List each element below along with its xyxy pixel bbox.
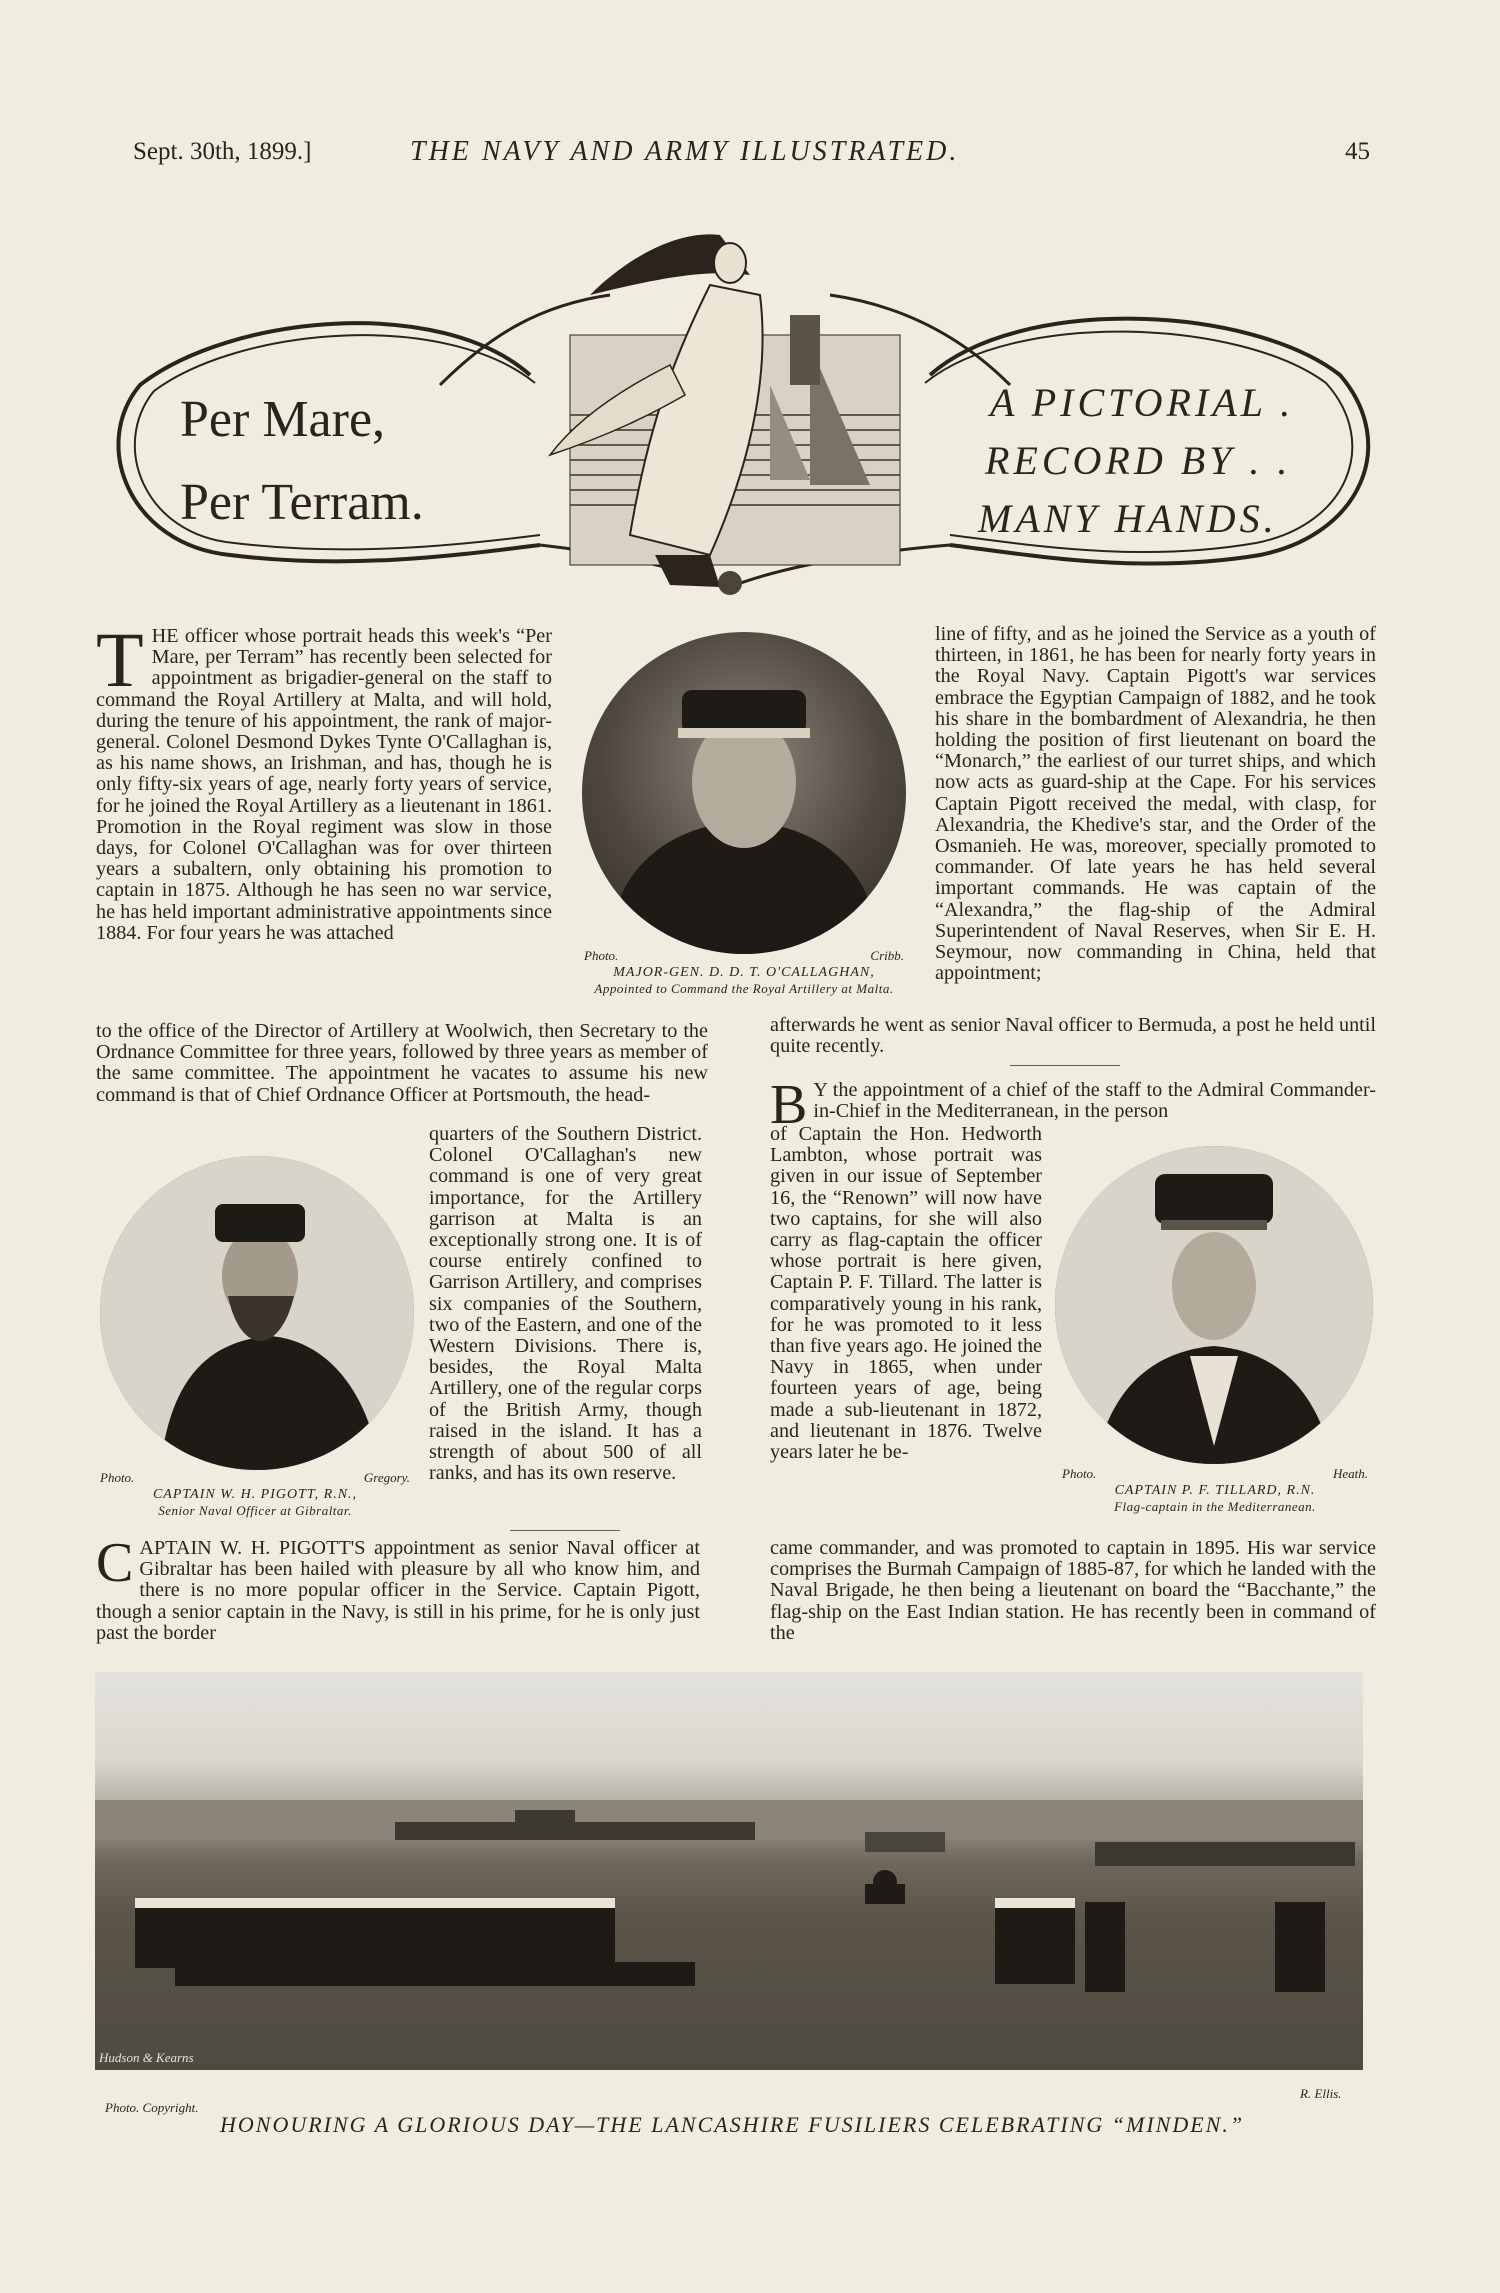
photo-credit: Cribb. bbox=[870, 948, 904, 963]
tillard-caption bbox=[1062, 1466, 1368, 1515]
portrait-name: CAPTAIN P. F. TILLARD, R.N. bbox=[1114, 1483, 1316, 1498]
tillard-portrait bbox=[1055, 1146, 1373, 1464]
photo-credit: Gregory. bbox=[363, 1470, 410, 1485]
article1-wide: to the office of the Director of Artillery at Woolwich, then Secretary to the Ordnance Committee for three years, followed by three years as member of the same committee. The appointment he vacates to assume his new command is that of Chief Ordnance Officer at Portsmouth, the head- bbox=[96, 1020, 708, 1106]
banner-title-line1: Per Mare, bbox=[180, 391, 386, 448]
article2-text: APTAIN W. H. PIGOTT'S appointment as senior Naval officer at Gibraltar has been hailed with pleasure by all who know him, and there is no more popular officer in the Service. Captain Pigott, though a senior captain in the Navy, is still in his prime, for he is only just past the border bbox=[96, 1537, 700, 1644]
article2-continued: line of fifty, and as he joined the Service as a youth of thirteen, in 1861, he has been for nearly forty years in the Royal Navy. Captain Pigott's war services embrace the Egyptian Campaign of 1882, and he took his share in the bombardment of Alexandria, he then holding the position of first lieutenant on board the “Monarch,” the earliest of our turret ships, and which now acts as guard-ship at the Cape. For his services Captain Pigott received the medal, with clasp, for Alexandria, the Khedive's star, and the Order of the Osmanieh. He was, moreover, specially promoted to commander. Of late years he has held several important commands. He was captain of the “Alexandra,” the flag-ship of the Admiral Superintendent of Naval Reserves, when Sir E. H. Seymour, now commanding in China, held that appointment; bbox=[935, 623, 1376, 985]
pigott-portrait-photo bbox=[100, 1156, 414, 1470]
article2-start bbox=[96, 1532, 700, 1644]
parade-ground-scene bbox=[95, 1672, 1363, 2070]
banner-subtitle-line1: A PICTORIAL . bbox=[990, 380, 1295, 425]
portrait-name: MAJOR-GEN. D. D. T. O'CALLAGHAN, bbox=[613, 965, 875, 980]
ocallaghan-caption bbox=[584, 948, 904, 997]
article3-dropcap: B bbox=[770, 1074, 808, 1136]
portrait-name: CAPTAIN W. H. PIGOTT, R.N., bbox=[152, 1487, 358, 1502]
issue-date: Sept. 30th, 1899.] bbox=[133, 138, 312, 165]
photo-label: Photo. bbox=[100, 1470, 135, 1485]
bottom-photo-label: Photo. Copyright. bbox=[105, 2100, 199, 2115]
article3-narrow: of Captain the Hon. Hedworth Lambton, whose portrait was given in our issue of September 16, the “Renown” will now have two captains, for she will also carry as flag-captain the officer whose portrait is here given, Captain P. F. Tillard. The latter is comparatively young in his rank, for he was promoted to it less than five years ago. He joined the Navy in 1865, when under fourteen years of age, being made a sub-lieutenant in 1872, and lieutenant in 1876. Twelve years later he be- bbox=[770, 1123, 1042, 1464]
article1-lead bbox=[96, 616, 552, 944]
banner-title-line2: Per Terram. bbox=[180, 474, 424, 531]
banner-subtitle-line2: RECORD BY . . bbox=[985, 438, 1292, 483]
photo-label: Photo. bbox=[1062, 1466, 1097, 1481]
tillard-portrait-photo bbox=[1055, 1146, 1373, 1464]
article3-lead-text: Y the appointment of a chief of the staff to the Admiral Commander-in-Chief in the Mediterranean, in the person bbox=[813, 1079, 1376, 1123]
title-banner bbox=[110, 215, 1380, 610]
ocallaghan-portrait-photo bbox=[582, 632, 906, 954]
page-number: 45 bbox=[1345, 138, 1370, 165]
article1-narrow: quarters of the Southern District. Colonel O'Callaghan's new command is one of very great importance, for the Artillery garrison at Malta is an exceptionally strong one. It is of course entirely confined to Garrison Artillery, and comprises six companies of the Southern, two of the Eastern, and one of the Western Divisions. There is, besides, the Royal Malta Artillery, one of the regular corps of the British Army, though raised in the island. It has a strength of about 500 of all ranks, and has its own reserve. bbox=[429, 1123, 702, 1485]
article1-dropcap: T bbox=[96, 616, 144, 703]
article2-wide: afterwards he went as senior Naval officer to Bermuda, a post he held until quite recently. bbox=[770, 1014, 1376, 1058]
article3-lead bbox=[770, 1074, 1376, 1136]
section-divider bbox=[510, 1530, 620, 1531]
portrait-description: Senior Naval Officer at Gibraltar. bbox=[158, 1503, 352, 1518]
soldiers-ranks bbox=[135, 1902, 1325, 1992]
pigott-portrait bbox=[100, 1156, 414, 1470]
bottom-photo-credit: R. Ellis. bbox=[1300, 2086, 1342, 2101]
publication-title: THE NAVY AND ARMY ILLUSTRATED. bbox=[410, 136, 960, 167]
portrait-description: Appointed to Command the Royal Artillery at Malta. bbox=[594, 981, 894, 996]
bottom-photo-caption: HONOURING A GLORIOUS DAY—THE LANCASHIRE FUSILIERS CELEBRATING “MINDEN.” bbox=[220, 2112, 1245, 2137]
photo-credit: Heath. bbox=[1332, 1466, 1368, 1481]
fusiliers-parade-photo bbox=[95, 1672, 1363, 2070]
engraver-mark: Hudson & Kearns bbox=[99, 2050, 194, 2065]
section-divider bbox=[1010, 1065, 1120, 1066]
ocallaghan-portrait bbox=[582, 632, 906, 954]
portrait-description: Flag-captain in the Mediterranean. bbox=[1114, 1499, 1316, 1514]
banner-subtitle-line3: MANY HANDS. bbox=[978, 496, 1278, 541]
article3-wide: came commander, and was promoted to captain in 1895. His war service comprises the Burmah Campaign of 1885-87, for which he landed with the Naval Brigade, he then being a lieutenant on board the “Bacchante,” the flag-ship on the East Indian station. He has recently been in command of the bbox=[770, 1537, 1376, 1644]
article1-lead-text: HE officer whose portrait heads this week's “Per Mare, per Terram” has recently been selected for appointment as brigadier-general on the staff to command the Royal Artillery at Malta, and will hold, during the tenure of his appointment, the rank of major-general. Colonel Desmond Dykes Tynte O'Callaghan is, as his name shows, an Irishman, and has, though he is only fifty-six years of age, nearly forty years of service, for he joined the Royal Artillery as a lieutenant in 1861. Promotion in the Royal regiment was slow in those days, for Colonel O'Callaghan was for over thirteen years a subaltern, only obtaining his promotion to captain in 1875. Although he has seen no war service, he has held important administrative appointments since 1884. For four years he was attached bbox=[96, 625, 552, 944]
pigott-caption bbox=[100, 1470, 410, 1519]
article2-dropcap: C bbox=[96, 1532, 134, 1594]
photo-label: Photo. bbox=[584, 948, 619, 963]
